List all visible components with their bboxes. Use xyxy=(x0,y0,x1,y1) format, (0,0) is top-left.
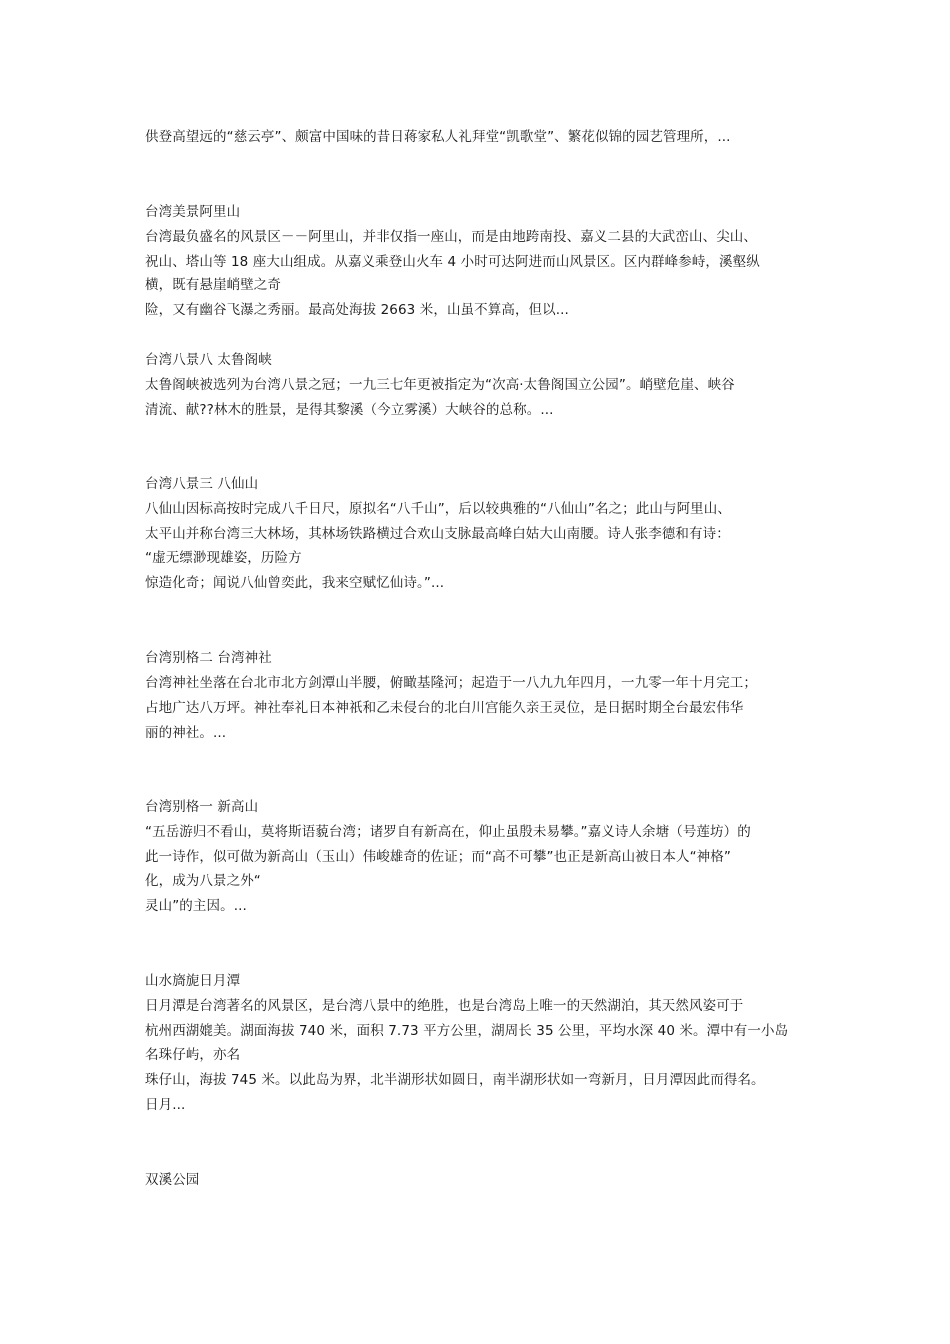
paragraph-line: 珠仔山，海拔 745 米。以此岛为界，北半湖形状如圆日，南半湖形状如一弯新月，日月潭因此而得名。 xyxy=(145,1072,765,1088)
paragraph-line: 化，成为八景之外“ xyxy=(145,873,261,889)
paragraph-line: “虚无缥渺现雄姿，历险方 xyxy=(145,550,302,566)
section-title: 台湾八景八 太鲁阁峡 xyxy=(145,352,272,368)
intro-line: 供登高望远的“慈云亭”、颇富中国味的昔日蒋家私人礼拜堂“凯歌堂”、繁花似锦的园艺管理所，... xyxy=(145,129,731,145)
section-title: 双溪公园 xyxy=(145,1172,200,1188)
paragraph-line: 八仙山因标高按时完成八千日尺，原拟名“八千山”，后以较典雅的“八仙山”名之；此山与阿里山、 xyxy=(145,501,731,517)
paragraph-line: 险，又有幽谷飞瀑之秀丽。最高处海拔 2663 米，山虽不算高，但以... xyxy=(145,302,569,318)
section-title: 山水旖旎日月潭 xyxy=(145,973,241,989)
paragraph-line: 灵山”的主因。... xyxy=(145,898,247,914)
section-title: 台湾别格二 台湾神社 xyxy=(145,650,272,666)
paragraph-line: 杭州西湖媲美。湖面海拔 740 米，面积 7.73 平方公里，湖周长 35 公里，平均水深 40 米。潭中有一小岛 xyxy=(145,1023,789,1039)
section-title: 台湾八景三 八仙山 xyxy=(145,476,259,492)
paragraph-line: 日月... xyxy=(145,1097,186,1113)
paragraph-line: 日月潭是台湾著名的风景区，是台湾八景中的绝胜，也是台湾岛上唯一的天然湖泊，其天然风姿可于 xyxy=(145,998,744,1014)
paragraph-line: 名珠仔屿，亦名 xyxy=(145,1047,241,1063)
paragraph-line: 台湾神社坐落在台北市北方剑潭山半腰，俯瞰基隆河；起造于一八九九年四月，一九零一年十月完工； xyxy=(145,675,757,691)
section-title: 台湾别格一 新高山 xyxy=(145,799,259,815)
paragraph-line: 太鲁阁峡被选列为台湾八景之冠；一九三七年更被指定为“次高·太鲁阁国立公园”。峭壁危崖、峡谷 xyxy=(145,377,735,393)
paragraph-line: 太平山并称台湾三大林场，其林场铁路横过合欢山支脉最高峰白姑大山南腰。诗人张李德和有诗： xyxy=(145,526,730,542)
paragraph-line: 台湾最负盛名的风景区－－阿里山，并非仅指一座山，而是由地跨南投、嘉义二县的大武峦山、尖山、 xyxy=(145,229,757,245)
paragraph-line: 丽的神社。... xyxy=(145,725,227,741)
paragraph-line: 祝山、塔山等 18 座大山组成。从嘉义乘登山火车 4 小时可达阿进而山风景区。区内群峰参峙，溪壑纵 xyxy=(145,254,760,270)
paragraph-line: 清流、献??林木的胜景，是得其黎溪（今立雾溪）大峡谷的总称。... xyxy=(145,402,554,418)
paragraph-line: 占地广达八万坪。神社奉礼日本神祇和乙未侵台的北白川宫能久亲王灵位，是日据时期全台最宏伟华 xyxy=(145,700,744,716)
section-title: 台湾美景阿里山 xyxy=(145,204,241,220)
paragraph-line: 此一诗作，似可做为新高山（玉山）伟峻雄奇的佐证；而“高不可攀”也正是新高山被日本人“神格” xyxy=(145,849,731,865)
paragraph-line: “五岳游归不看山，莫将斯语藐台湾；诸罗自有新高在，仰止虽殷未易攀。”嘉义诗人余塘（号莲坊）的 xyxy=(145,824,751,840)
paragraph-line: 横，既有悬崖峭壁之奇 xyxy=(145,277,281,293)
paragraph-line: 惊造化奇；闻说八仙曾奕此，我来空赋忆仙诗。”... xyxy=(145,575,445,591)
